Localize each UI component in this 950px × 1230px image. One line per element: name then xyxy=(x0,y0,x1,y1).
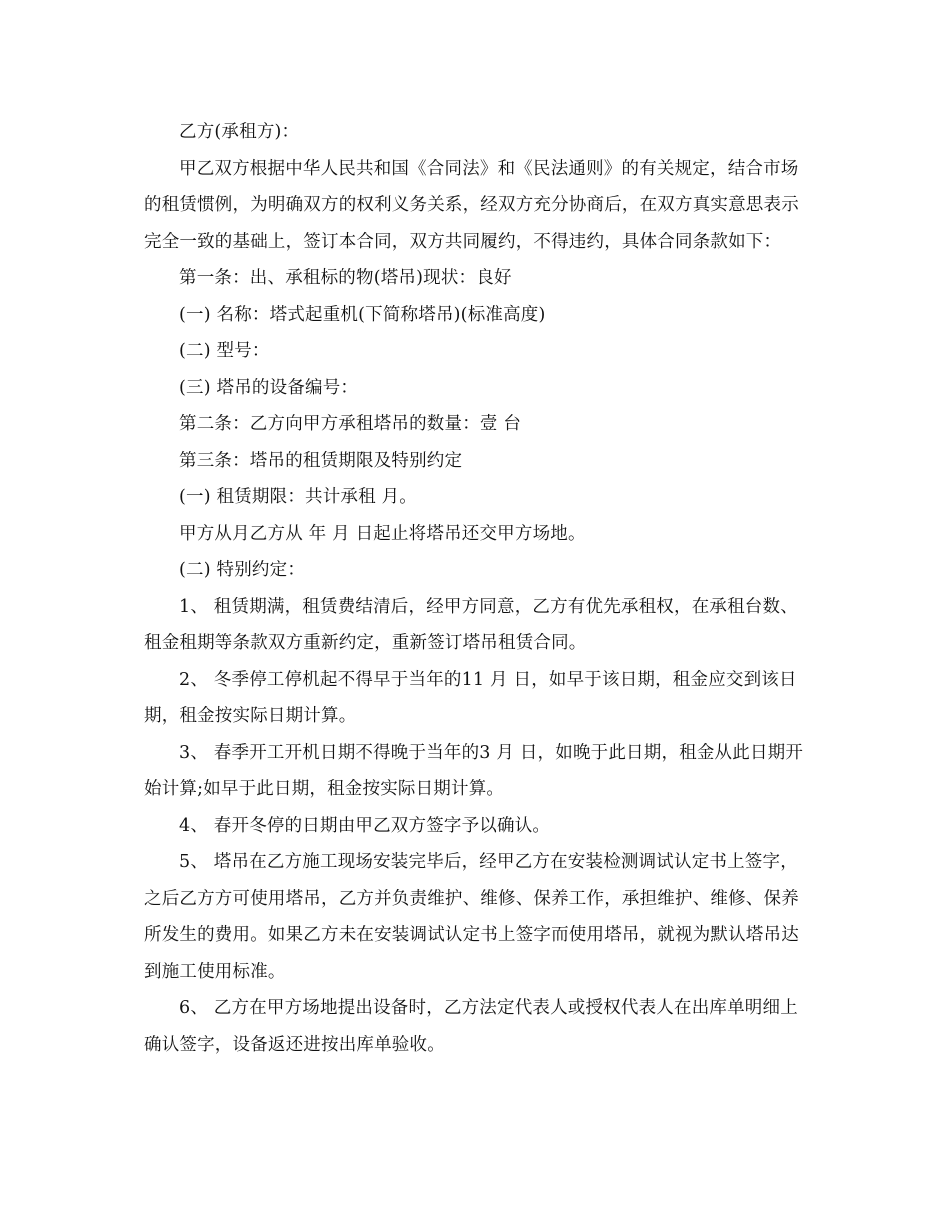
article-3-return-clause: 甲方从月乙方从 年 月 日起止将塔吊还交甲方场地。 xyxy=(179,523,586,544)
special-term-5: 5、 塔吊在乙方施工现场安装完毕后，经甲乙方在安装检测调试认定书上签字，之后乙方方可使用塔吊，乙方并负责维护、维修、保养工作，承担维护、维修、保养所发生的费用。如果乙方未在安装调试认定书上签字而使用塔吊，就视为默认塔吊达到施工使用标准。 xyxy=(144,852,799,982)
article-3-heading: 第三条：塔吊的租赁期限及特别约定 xyxy=(179,450,463,471)
article-2-heading: 第二条：乙方向甲方承租塔吊的数量：壹 台 xyxy=(179,414,522,434)
special-term-6: 6、 乙方在甲方场地提出设备时，乙方法定代表人或授权代表人在出库单明细上确认签字，设备返还进按出库单验收。 xyxy=(144,998,798,1055)
special-term-2: 2、 冬季停工停机起不得早于当年的11 月 日，如早于该日期，租金应交到该日期，租金按实际日期计算。 xyxy=(144,669,797,726)
special-term-4: 4、 春开冬停的日期由甲乙双方签字予以确认。 xyxy=(179,815,551,836)
preamble-paragraph: 甲乙双方根据中华人民共和国《合同法》和《民法通则》的有关规定，结合市场的租赁惯例，为明确双方的权利义务关系，经双方充分协商后，在双方真实意思表示完全一致的基础上，签订本合同，双方共同履约，不得违约，具体合同条款如下： xyxy=(144,158,799,252)
article-1-heading: 第一条：出、承租标的物(塔吊)现状：良好 xyxy=(179,268,512,288)
document-body xyxy=(144,114,804,1063)
article-1-item-2: (二) 型号： xyxy=(179,341,270,361)
special-term-3: 3、 春季开工开机日期不得晚于当年的3 月 日，如晚于此日期，租金从此日期开始计算;如早于此日期，租金按实际日期计算。 xyxy=(144,742,804,799)
article-1-item-3: (三) 塔吊的设备编号： xyxy=(179,377,359,398)
party-b-line: 乙方(承租方)： xyxy=(179,122,300,142)
article-1-item-1: (一) 名称：塔式起重机(下简称塔吊)(标准高度) xyxy=(179,304,546,325)
special-term-1: 1、 租赁期满，租赁费结清后，经甲方同意，乙方有优先承租权，在承租台数、租金租期等条款双方重新约定，重新签订塔吊租赁合同。 xyxy=(144,596,798,653)
article-3-item-2: (二) 特别约定： xyxy=(179,560,306,580)
article-3-item-1: (一) 租赁期限：共计承租 月。 xyxy=(179,487,417,507)
